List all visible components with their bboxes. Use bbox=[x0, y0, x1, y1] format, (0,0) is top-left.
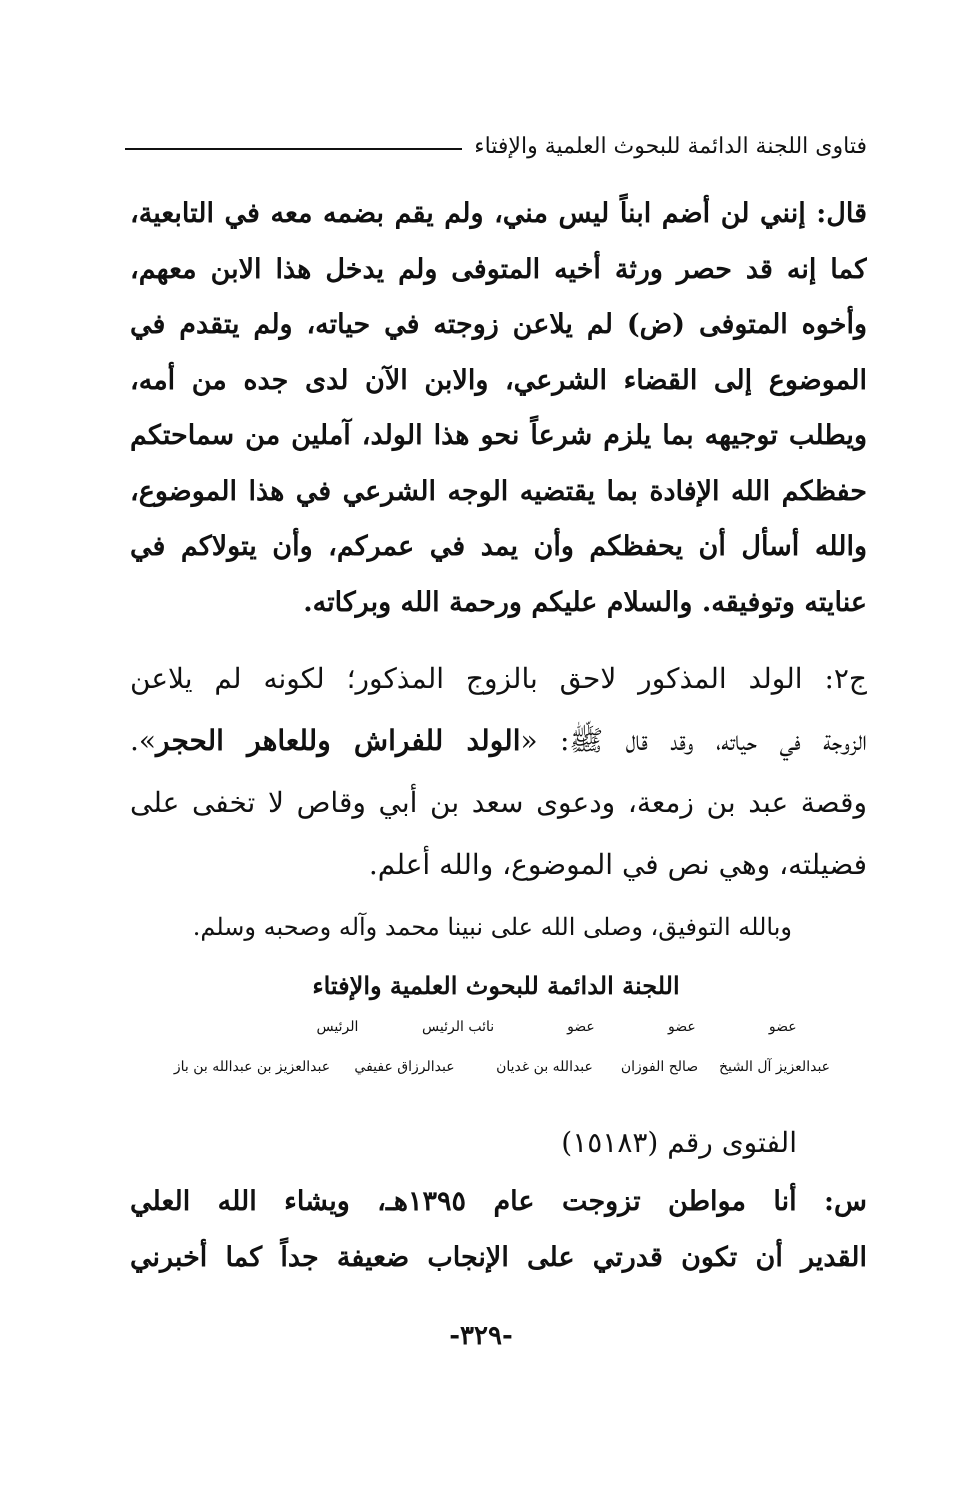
text-line: حفظكم الله الإفادة بما يقتضيه الوجه الشرعي في هذا الموضوع، bbox=[130, 475, 867, 507]
member-name: عبدالرزاق عفيفي bbox=[354, 1059, 455, 1075]
question-line: س: أنا مواطن تزوجت عام ١٣٩٥هـ، ويشاء الله العلي bbox=[130, 1186, 867, 1217]
text-line: ويطلب توجيهه بما يلزم شرعاً نحو هذا الولد، آملين من سماحتكم bbox=[130, 420, 867, 451]
question-continuation bbox=[130, 186, 867, 630]
text-line: عنايته وتوفيقه. والسلام عليكم ورحمة الله وبركاته. bbox=[303, 586, 867, 618]
member-role: عضو bbox=[567, 1019, 595, 1035]
answer bbox=[130, 648, 867, 896]
closing-formula: وبالله التوفيق، وصلى الله على نبينا محمد وآله وصحبه وسلم. bbox=[192, 913, 792, 941]
header-title: فتاوى اللجنة الدائمة للبحوث العلمية والإفتاء bbox=[474, 133, 867, 159]
text-line: كما إنه قد حصر ورثة أخيه المتوفى ولم يدخل هذا الابن معهم، bbox=[130, 253, 867, 285]
member-name: عبدالعزيز آل الشيخ bbox=[718, 1059, 831, 1075]
question-2 bbox=[130, 1174, 867, 1286]
text-line: الموضوع إلى القضاء الشرعي، والابن الآن لدى جده من أمه، bbox=[130, 364, 867, 396]
answer-line-prefix: الزوجة في حياته، وقد قال ﷺ: « bbox=[520, 724, 867, 757]
member-name: عبدالعزيز بن عبدالله بن باز bbox=[173, 1059, 331, 1075]
answer-line: ج٢: الولد المذكور لاحق بالزوج المذكور؛ لكونه لم يلاعن bbox=[130, 662, 867, 695]
signatories-names bbox=[140, 1054, 842, 1080]
page-number: -٣٢٩- bbox=[449, 1321, 513, 1351]
text-line: والله أسأل أن يحفظكم وأن يمد في عمركم، وأن يتولاكم في bbox=[130, 531, 867, 562]
answer-line-hadith bbox=[130, 710, 867, 772]
hadith-quote: الولد للفراش وللعاهر الحجر bbox=[156, 724, 521, 757]
text-line: وأخوه المتوفى (ض) لم يلاعن زوجته في حياته، ولم يتقدم في bbox=[130, 309, 867, 340]
member-role: عضو bbox=[667, 1019, 696, 1035]
member-role: الرئيس bbox=[316, 1019, 359, 1035]
answer-line-suffix: ». bbox=[130, 724, 157, 757]
question-line: القدير أن تكون قدرتي على الإنجاب ضعيفة جداً كما أخبرني bbox=[130, 1242, 867, 1273]
member-name: عبدالله بن غديان bbox=[496, 1059, 593, 1075]
answer-line: فضيلته، وهي نص في الموضوع، والله أعلم. bbox=[368, 848, 867, 881]
answer-line: وقصة عبد بن زمعة، ودعوى سعد بن أبي وقاص لا تخفى على bbox=[130, 786, 867, 819]
header-rule bbox=[125, 148, 462, 150]
member-role: عضو bbox=[768, 1019, 797, 1035]
member-name: صالح الفوزان bbox=[620, 1059, 699, 1075]
fatwa-number: الفتوى رقم (١٥١٨٣) bbox=[561, 1126, 797, 1159]
member-role: نائب الرئيس bbox=[422, 1019, 495, 1035]
running-header bbox=[125, 126, 867, 166]
signatories-roles bbox=[140, 1014, 842, 1040]
committee-name: اللجنة الدائمة للبحوث العلمية والإفتاء bbox=[312, 971, 680, 1000]
text-line: قال: إنني لن أضم ابناً ليس مني، ولم يقم بضمه معه في التابعية، bbox=[130, 198, 867, 229]
member-role-spacer bbox=[140, 1014, 280, 1040]
